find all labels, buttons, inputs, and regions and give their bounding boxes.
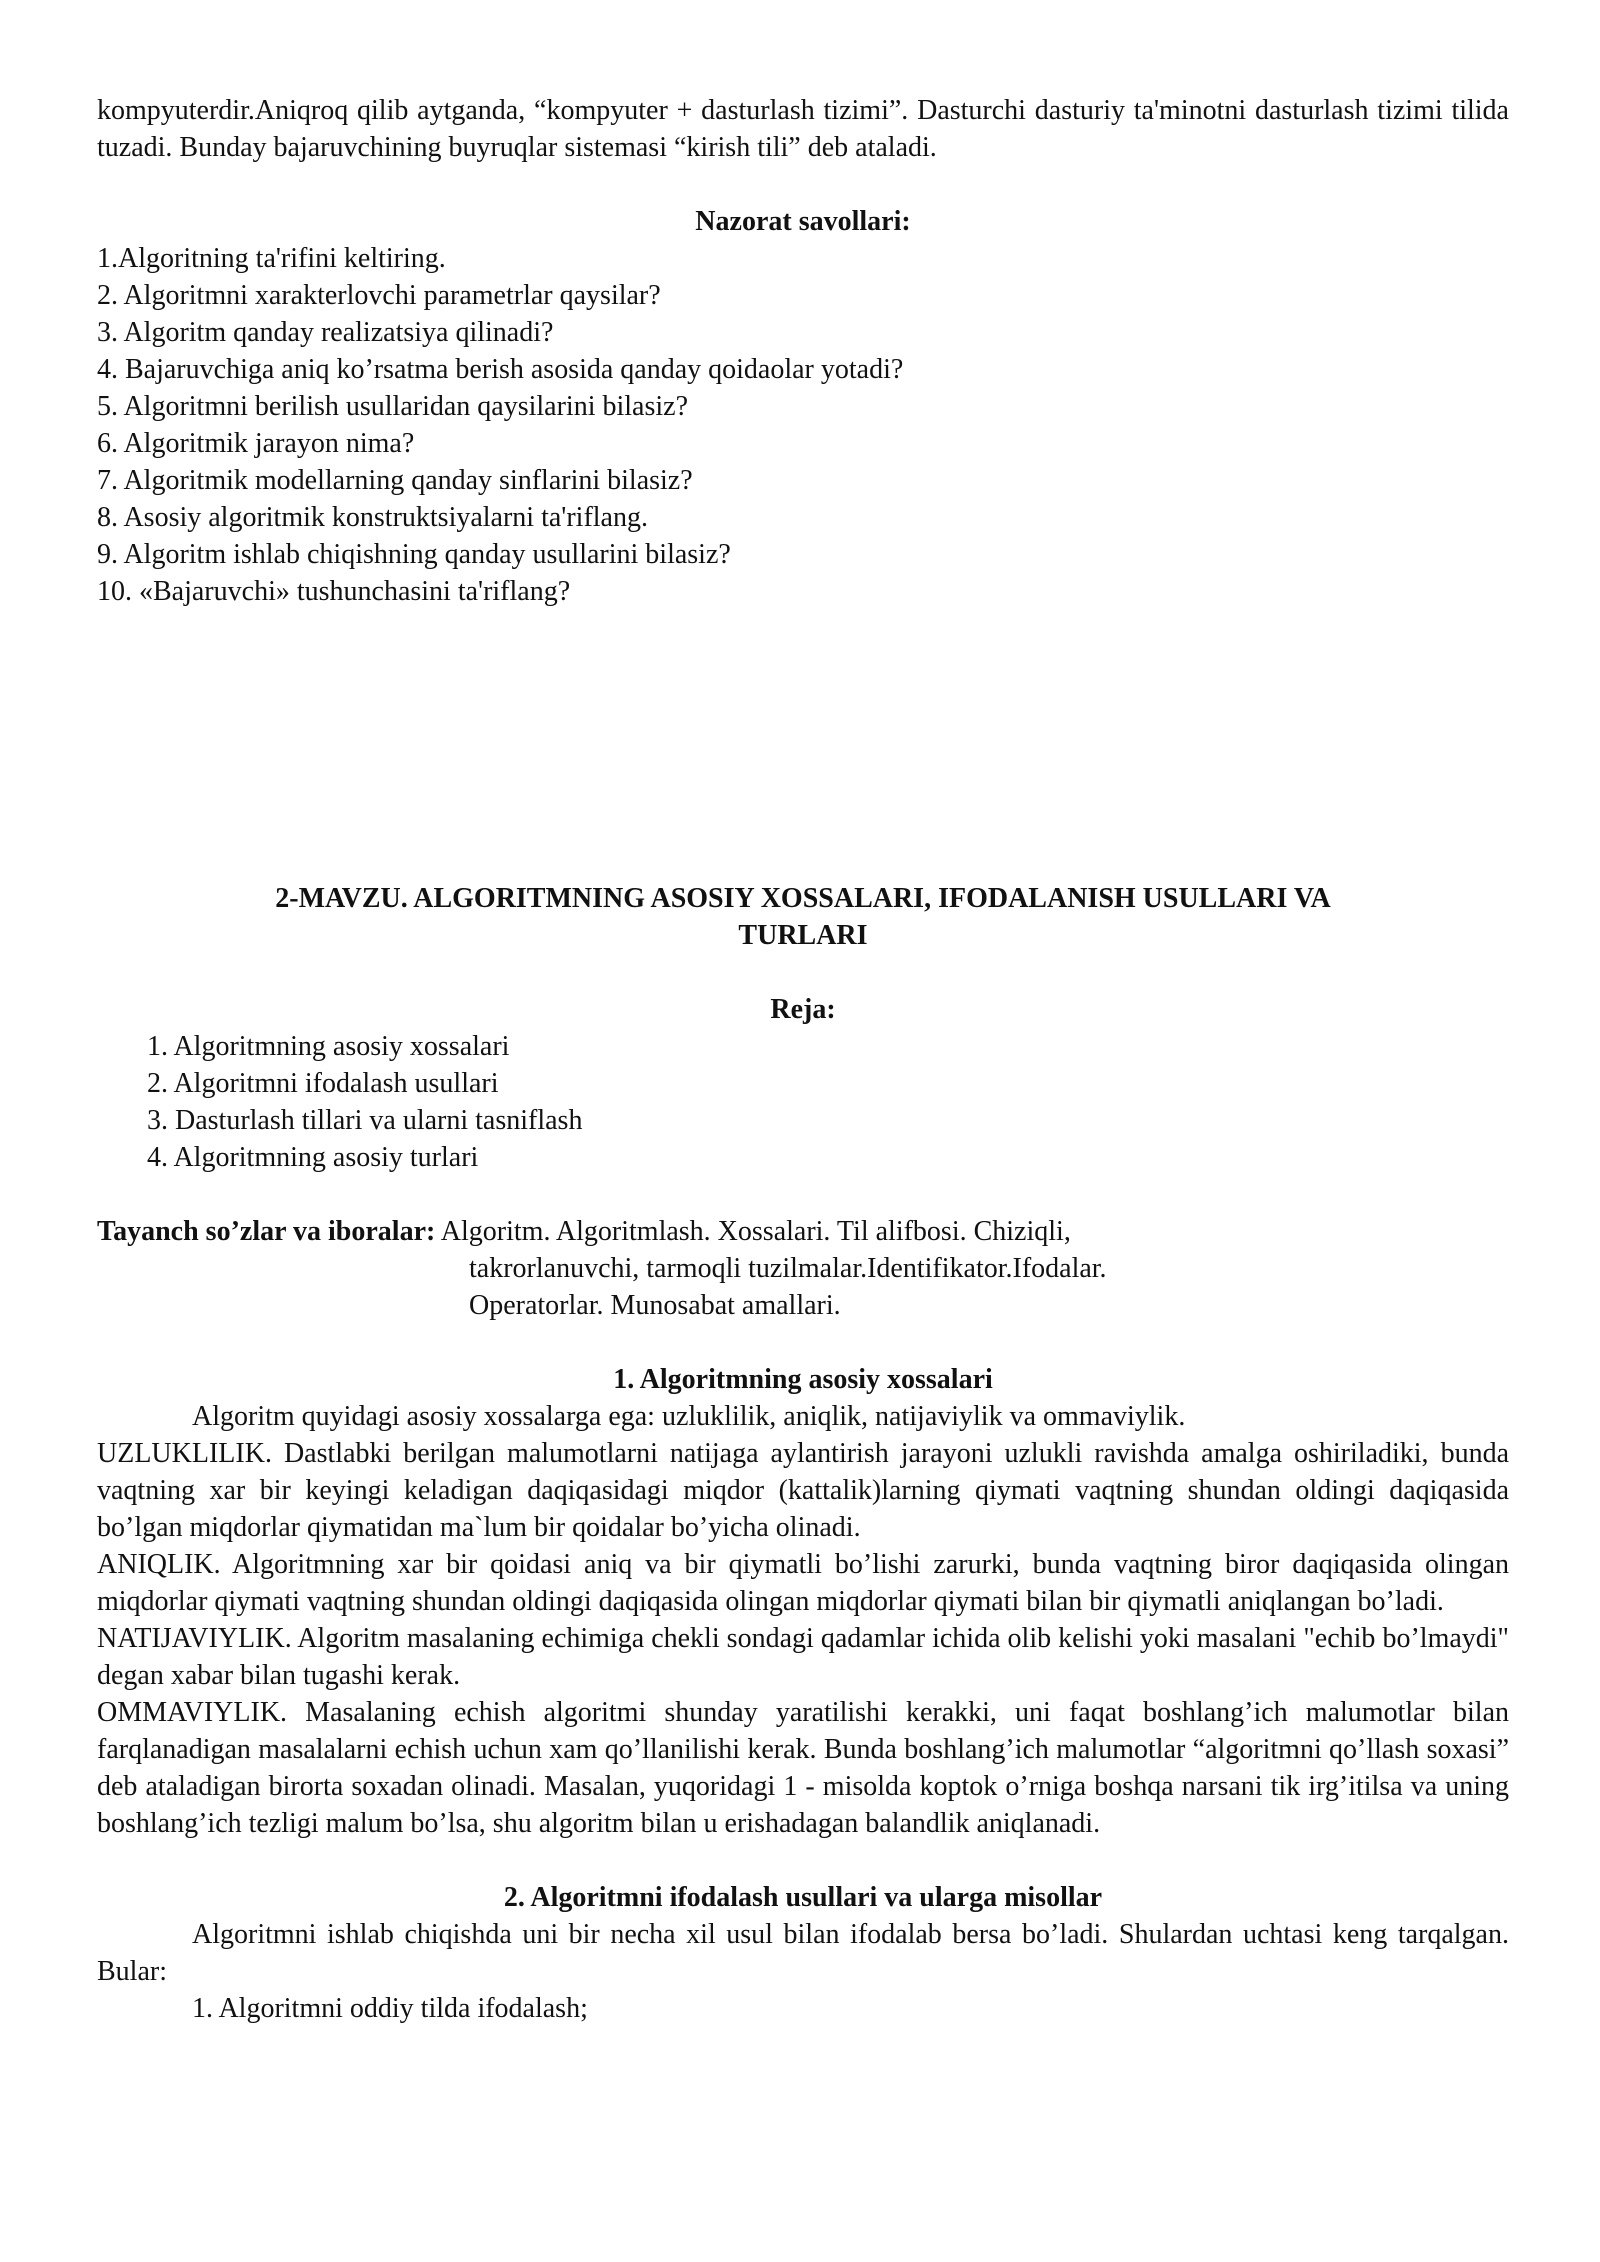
mavzu-title-line1: 2-MAVZU. ALGORITMNING ASOSIY XOSSALARI, IFODALANISH USULLARI VA <box>275 883 1331 914</box>
nazorat-questions-list <box>97 240 1509 610</box>
list-item: 1.Algoritning ta'rifini keltiring. <box>97 243 446 274</box>
list-item: 9. Algoritm ishlab chiqishning qanday usullarini bilasiz? <box>97 539 731 570</box>
uzluklilik-paragraph: UZLUKLILIK. Dastlabki berilgan malumotlarni natijaga aylantirish jarayoni uzlukli ravishda amalga oshiriladiki, bunda vaqtning xar bir keyingi keladigan daqiqasidagi miqdor (kattalik)larning qiymati vaqtning shundan oldingi daqiqasida bo’lgan miqdorlar qiymatidan ma`lum bir qoidalar bo’yicha olinadi. <box>97 1438 1509 1543</box>
section1-heading: 1. Algoritmning asosiy xossalari <box>613 1364 993 1395</box>
intro-paragraph: kompyuterdir.Aniqroq qilib aytganda, “kompyuter + dasturlash tizimi”. Dasturchi dasturiy ta'minotni dasturlash tizimi tilida tuzadi. Bunday bajaruvchining buyruqlar sistemasi “kirish tili” deb ataladi. <box>97 95 1509 163</box>
list-item: 5. Algoritmni berilish usullaridan qaysilarini bilasiz? <box>97 391 689 422</box>
list-item: 4. Algoritmning asosiy turlari <box>147 1142 479 1173</box>
list-item: 7. Algoritmik modellarning qanday sinflarini bilasiz? <box>97 465 693 496</box>
keywords-block <box>97 1213 1509 1324</box>
mavzu-title-line2: TURLARI <box>738 920 868 951</box>
keywords-line1: Algoritm. Algoritmlash. Xossalari. Til alifbosi. Chiziqli, <box>435 1216 1071 1247</box>
reja-list <box>97 1028 1509 1176</box>
ommaviylik-paragraph: OMMAVIYLIK. Masalaning echish algoritmi shunday yaratilishi kerakki, uni faqat boshlang’ich malumotlar bilan farqlanadigan masalalarni echish uchun xam qo’llanilishi kerak. Bunda boshlang’ich malumotlar “algoritmni qo’llash soxasi” deb ataladigan birorta soxadan olinadi. Masalan, yuqoridagi 1 - misolda koptok o’rniga boshqa narsani tik irg’itilsa va uning boshlang’ich tezligi malum bo’lsa, shu algoritm bilan u erishadagan balandlik aniqlanadi. <box>97 1697 1509 1839</box>
keywords-label: Tayanch so’zlar va iboralar: <box>97 1216 436 1247</box>
section2-item1: 1. Algoritmni oddiy tilda ifodalash; <box>192 1993 588 2024</box>
section2-heading: 2. Algoritmni ifodalash usullari va ularga misollar <box>503 1882 1103 1913</box>
list-item: 4. Bajaruvchiga aniq ko’rsatma berish asosida qanday qoidaolar yotadi? <box>97 354 904 385</box>
list-item: 8. Asosiy algoritmik konstruktsiyalarni ta'riflang. <box>97 502 648 533</box>
list-item: 1. Algoritmning asosiy xossalari <box>147 1031 510 1062</box>
list-item: 2. Algoritmni ifodalash usullari <box>147 1068 499 1099</box>
reja-heading: Reja: <box>770 994 836 1025</box>
list-item: 3. Algoritm qanday realizatsiya qilinadi? <box>97 317 554 348</box>
section1-intro: Algoritm quyidagi asosiy xossalarga ega: uzluklilik, aniqlik, natijaviylik va ommaviylik. <box>192 1401 1186 1432</box>
list-item: 10. «Bajaruvchi» tushunchasini ta'riflang? <box>97 576 571 607</box>
keywords-line2: takrorlanuvchi, tarmoqli tuzilmalar.Identifikator.Ifodalar. <box>469 1253 1107 1284</box>
nazorat-heading: Nazorat savollari: <box>695 206 911 237</box>
keywords-line3: Operatorlar. Munosabat amallari. <box>469 1290 841 1321</box>
document-page <box>97 92 1509 2027</box>
natijaviylik-paragraph: NATIJAVIYLIK. Algoritm masalaning echimiga chekli sondagi qadamlar ichida olib kelishi yoki masalani "echib bo’lmaydi" degan xabar bilan tugashi kerak. <box>97 1623 1509 1691</box>
list-item: 3. Dasturlash tillari va ularni tasniflash <box>147 1105 583 1136</box>
section2-intro: Algoritmni ishlab chiqishda uni bir necha xil usul bilan ifodalab bersa bo’ladi. Shulardan uchtasi keng tarqalgan. Bular: <box>97 1919 1509 1987</box>
list-item: 2. Algoritmni xarakterlovchi parametrlar qaysilar? <box>97 280 661 311</box>
aniqlik-paragraph: ANIQLIK. Algoritmning xar bir qoidasi aniq va bir qiymatli bo’lishi zarurki, bunda vaqtning biror daqiqasida olingan miqdorlar qiymati vaqtning shundan oldingi daqiqasida olingan miqdorlar qiymati bilan bir qiymatli aniqlangan bo’ladi. <box>97 1549 1509 1617</box>
list-item: 6. Algoritmik jarayon nima? <box>97 428 415 459</box>
